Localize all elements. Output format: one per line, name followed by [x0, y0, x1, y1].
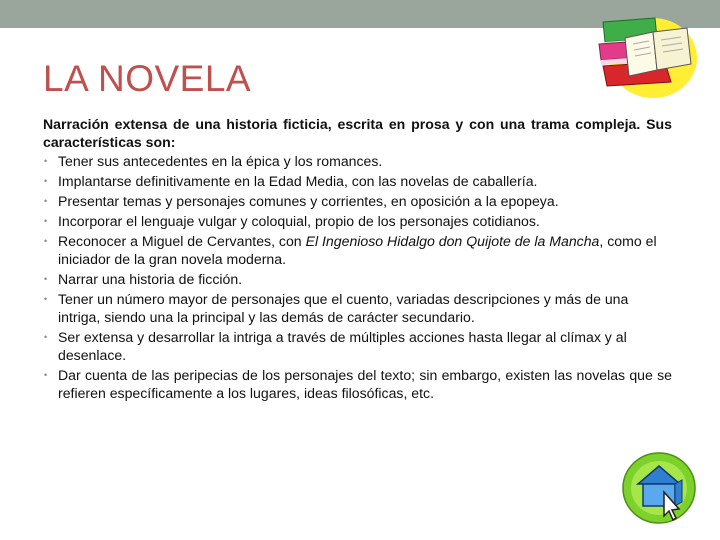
list-item — [43, 270, 672, 288]
list-item — [43, 152, 672, 170]
list-item-text-after: , como el iniciador de la gran novela moderna. — [58, 233, 657, 267]
list-item-text: Narrar una historia de ficción. — [58, 271, 243, 287]
list-item — [43, 192, 672, 210]
bullet-icon: • — [44, 216, 48, 226]
intro-paragraph: Narración extensa de una historia ficticia, escrita en prosa y con una trama compleja. Sus características son: — [43, 116, 672, 150]
slide-title: LA NOVELA — [43, 58, 252, 99]
list-item-text: Tener un número mayor de personajes que el cuento, variadas descripciones y más de una intriga, siendo una la principal y las demás de carácter secundario. — [58, 291, 629, 325]
list-item — [43, 328, 672, 364]
bullet-icon: • — [44, 294, 48, 304]
bullet-icon: • — [44, 156, 48, 166]
list-item-text: Presentar temas y personajes comunes y corrientes, en oposición a la epopeya. — [58, 193, 559, 209]
bullet-icon: • — [44, 176, 48, 186]
list-item-text-before: Reconocer a Miguel de Cervantes, con — [58, 233, 306, 249]
bullet-icon: • — [44, 236, 48, 246]
list-item-text: Implantarse definitivamente en la Edad Media, con las novelas de caballería. — [58, 173, 538, 189]
characteristics-list — [43, 152, 672, 402]
bullet-icon: • — [44, 196, 48, 206]
list-item — [43, 172, 672, 190]
bullet-icon: • — [44, 332, 48, 342]
list-item-text: Incorporar el lenguaje vulgar y coloquial, propio de los personajes cotidianos. — [58, 213, 540, 229]
bullet-icon: • — [44, 274, 48, 284]
list-item — [43, 232, 672, 268]
list-item — [43, 366, 672, 402]
list-item-text — [58, 233, 657, 267]
list-item-text: Ser extensa y desarrollar la intriga a través de múltiples acciones hasta llegar al clímax y al desenlace. — [58, 329, 627, 363]
list-item — [43, 212, 672, 230]
book-title: El Ingenioso Hidalgo don Quijote de la Mancha — [305, 233, 600, 249]
list-item — [43, 290, 672, 326]
house-navigation-icon[interactable] — [620, 450, 698, 526]
slide-body — [43, 115, 672, 404]
books-icon — [595, 10, 705, 102]
list-item-text: Tener sus antecedentes en la épica y los romances. — [58, 153, 383, 169]
bullet-icon: • — [44, 370, 48, 380]
list-item-text: Dar cuenta de las peripecias de los personajes del texto; sin embargo, existen las novelas que se refieren específicamente a los lugares, ideas filosóficas, etc. — [58, 367, 672, 401]
